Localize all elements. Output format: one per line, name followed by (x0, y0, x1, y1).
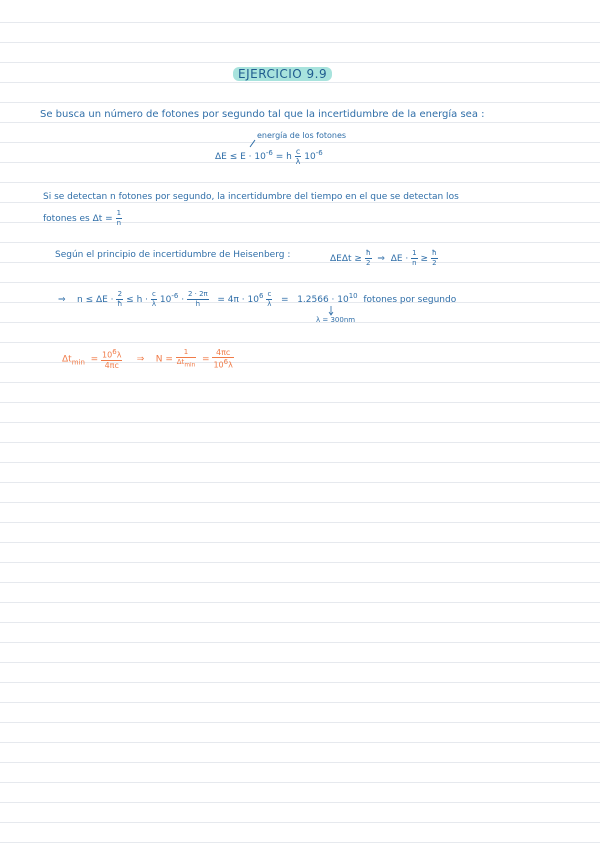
calc-f4-den: λ (267, 300, 272, 308)
intro-text: Se busca un número de fotones por segundo tal que la incertidumbre de la energía sea : (40, 109, 485, 120)
calc-f1-den: ħ (117, 300, 123, 308)
calc-p3b: · (181, 295, 185, 305)
calc-p1: n ≤ ΔE · (77, 295, 114, 305)
calc-unit: fotones por segundo (363, 295, 457, 305)
orange-f3-den (212, 358, 233, 370)
eq1-tail: 10 (304, 152, 316, 162)
paragraph-line-2-prefix: fotones es Δt = (43, 214, 113, 224)
orange-f2-num: 1 (176, 348, 197, 358)
eq1-frac-num: c (295, 147, 301, 156)
orange-equation-line (62, 348, 234, 370)
calc-exp4: 6 (258, 292, 264, 300)
heisenberg-rel1-fraction (365, 249, 372, 268)
orange-f3 (212, 348, 233, 370)
orange-f3-den-tail: λ (228, 361, 233, 371)
heisenberg-rel2: ΔE · (390, 254, 409, 264)
heisenberg-rel2-fraction (411, 249, 417, 268)
calc-p2: ≤ h · (126, 295, 148, 305)
calc-p3: 10 (159, 295, 172, 305)
orange-f2-den-main: Δt (176, 358, 185, 366)
energy-annotation: energía de los fotones (257, 131, 347, 140)
eq1-mid: = h (275, 152, 292, 162)
heisenberg-rel2-rden: 2 (432, 259, 437, 267)
orange-f2-den (176, 358, 197, 370)
orange-f3-den-base: 10 (213, 361, 224, 371)
orange-f3-den-exp: 6 (223, 358, 229, 367)
orange-f2-den-sub: min (184, 362, 196, 369)
calc-f1 (116, 290, 123, 309)
orange-f1-num (101, 348, 122, 361)
calc-f4 (266, 290, 272, 309)
calc-arrow: ⇒ (58, 295, 66, 305)
heisenberg-rel2-rfraction (431, 249, 438, 268)
calc-f4-num: c (267, 290, 272, 298)
delta-t-den: n (116, 219, 122, 227)
calc-f2-den: λ (151, 300, 157, 308)
orange-eq: = (90, 354, 99, 365)
heisenberg-rel2-ge: ≥ (420, 254, 429, 264)
eq1-frac-den: λ (295, 157, 301, 166)
heisenberg-arrow: ⇒ (377, 254, 385, 264)
calc-f1-num: 2 (117, 290, 123, 298)
calc-f3-num: 2 · 2π (187, 290, 208, 298)
heisenberg-text: Según el principio de incertidumbre de Heisenberg : (55, 250, 291, 260)
paragraph-line-1: Si se detectan n fotones por segundo, la incertidumbre del tiempo en el que se detectan los (43, 192, 459, 202)
orange-f1-num-tail: λ (116, 351, 122, 361)
heisenberg-rel1: ΔEΔt ≥ (330, 254, 362, 264)
eq1-exp2: -6 (315, 149, 323, 157)
calc-p4: = 4π · 10 (217, 295, 259, 305)
orange-f1 (101, 348, 122, 370)
heisenberg-relations (330, 249, 438, 268)
paragraph-line-2 (43, 209, 122, 228)
eq1-lhs: ΔE ≤ E · 10 (215, 152, 266, 162)
calculation-line (58, 290, 456, 309)
eq1-exp1: -6 (265, 149, 273, 157)
delta-t-fraction (116, 209, 122, 228)
calc-f2-num: c (152, 290, 156, 298)
calc-f3-den: h (195, 300, 201, 308)
heisenberg-rel1-num: ħ (365, 249, 371, 257)
heisenberg-rel2-num: 1 (412, 249, 417, 257)
eq1-fraction (295, 147, 302, 166)
calc-f2 (151, 290, 157, 309)
wavelength-note: λ = 300nm (316, 316, 356, 324)
heisenberg-rel1-den: 2 (366, 259, 371, 267)
orange-f1-num-exp: 6 (112, 348, 117, 357)
orange-lhs: Δt (62, 354, 72, 365)
orange-f3-num: 4πc (212, 348, 233, 358)
heisenberg-rel2-den: n (412, 259, 417, 267)
orange-arrow: ⇒ (136, 354, 145, 365)
delta-t-num: 1 (116, 209, 122, 217)
calc-exp5: 10 (348, 292, 358, 300)
orange-f2 (176, 348, 197, 370)
calc-result: 1.2566 · 10 (297, 295, 349, 305)
orange-eq2: = (202, 354, 210, 365)
heisenberg-rel2-rnum: ħ (431, 249, 437, 257)
energy-uncertainty-equation (215, 147, 323, 166)
orange-f1-num-base: 10 (102, 351, 113, 361)
orange-f1-den: 4πc (104, 361, 119, 371)
calc-p5: = (281, 295, 289, 305)
orange-lhs-sub: min (71, 358, 85, 367)
exercise-title: EJERCICIO 9.9 (233, 67, 332, 81)
calc-exp3: -6 (171, 292, 179, 300)
orange-n: N = (155, 354, 173, 365)
calc-f3 (187, 290, 209, 309)
down-arrow-icon (328, 306, 334, 316)
